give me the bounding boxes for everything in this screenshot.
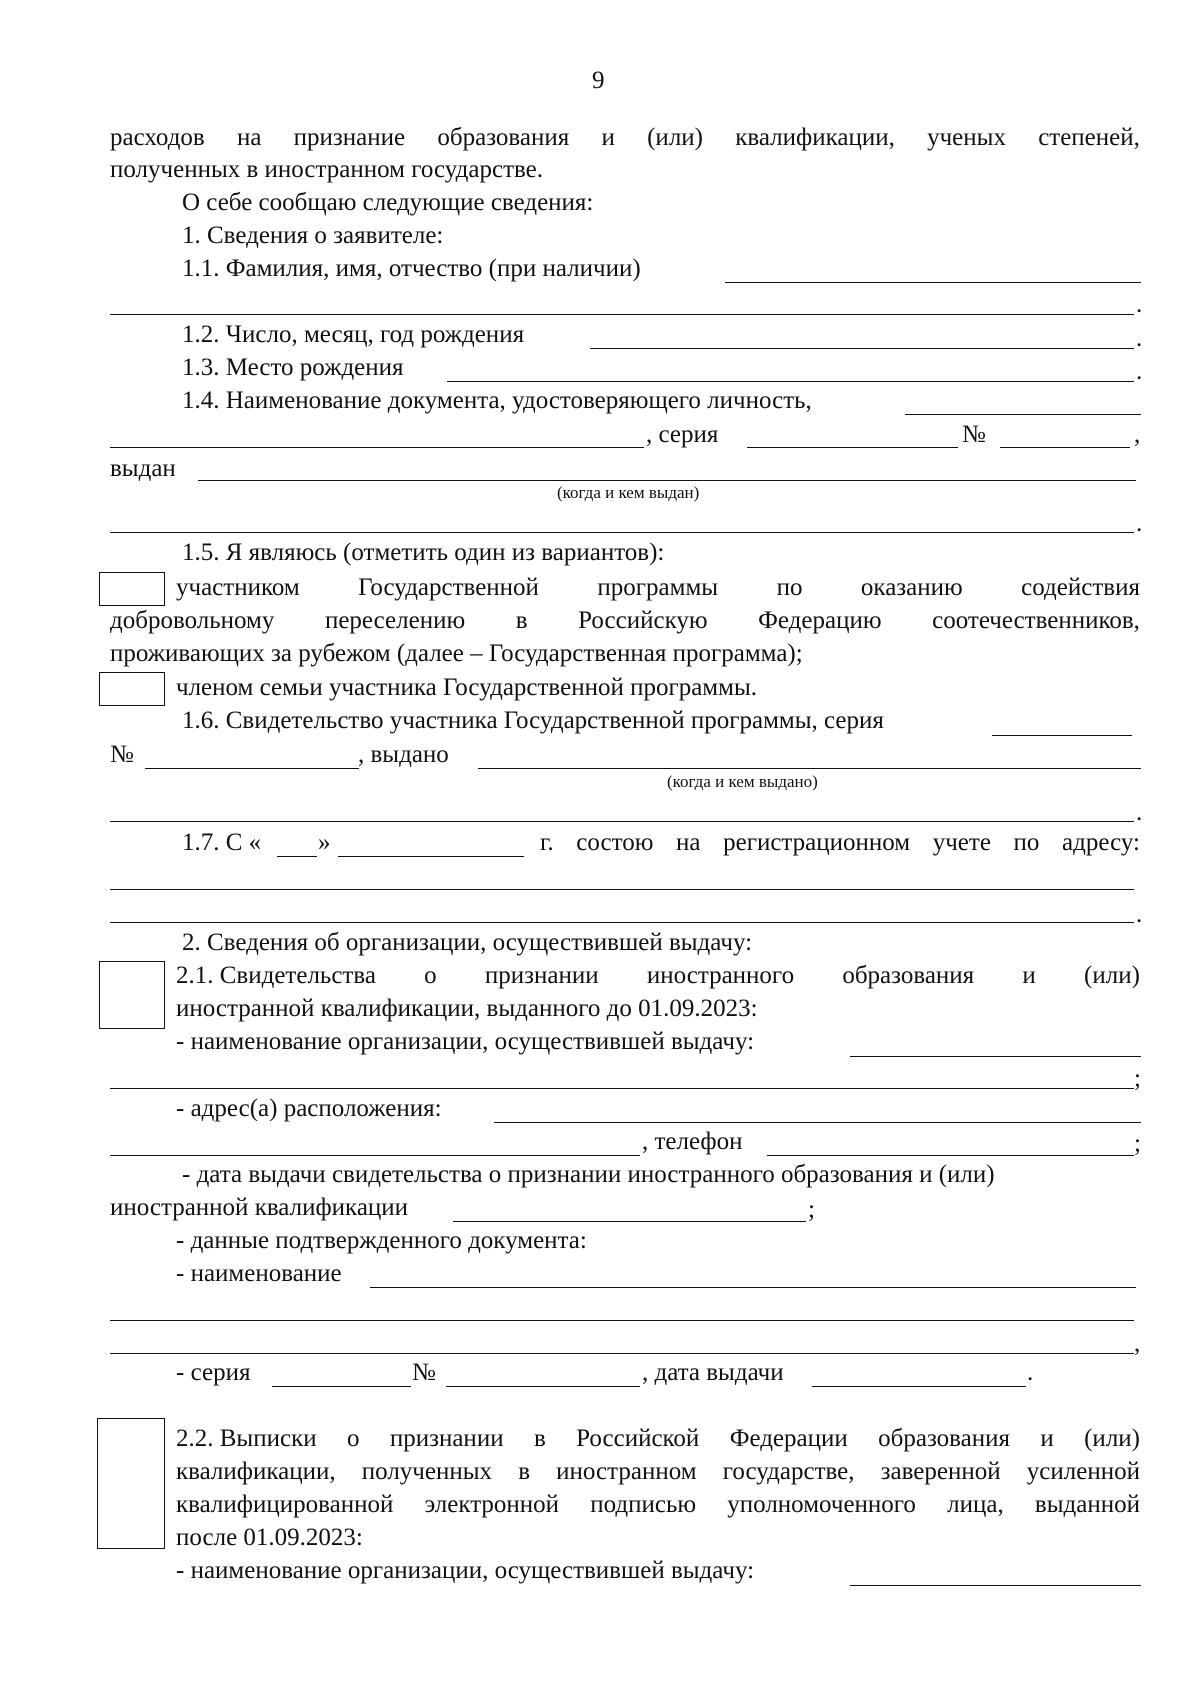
fio-period: . xyxy=(1136,291,1143,318)
doc-number-field[interactable] xyxy=(446,1386,640,1387)
word: в xyxy=(515,607,528,634)
registration-address-field-2[interactable] xyxy=(110,922,1134,923)
word: переселению xyxy=(324,607,466,634)
word: оказанию xyxy=(860,574,963,601)
doc-name-field-1[interactable] xyxy=(370,1287,1136,1288)
issued-field-1[interactable] xyxy=(198,480,1136,481)
word: квалификации, xyxy=(176,1458,336,1485)
org-name-semicolon: ; xyxy=(1134,1065,1141,1092)
doc-issue-date-period: . xyxy=(1027,1359,1034,1386)
extract-option-line-3 xyxy=(176,1490,1140,1520)
address-field-2[interactable] xyxy=(110,1155,640,1156)
word: в xyxy=(518,1458,530,1485)
word: и xyxy=(601,124,615,151)
intro-line-1 xyxy=(110,123,1140,153)
registration-period: . xyxy=(1136,901,1143,928)
word: 2.1. Свидетельства xyxy=(176,962,376,989)
family-member-checkbox[interactable] xyxy=(99,672,165,706)
word: по xyxy=(776,574,803,601)
registration-prefix: 1.7. С « xyxy=(182,829,262,856)
word: состою xyxy=(576,829,654,856)
org-name-field-2[interactable] xyxy=(110,1088,1134,1089)
word: участником xyxy=(176,574,300,601)
certificate-period: . xyxy=(1136,799,1143,826)
address-label: - адрес(а) расположения: xyxy=(176,1095,442,1122)
doc-seria-field[interactable] xyxy=(272,1386,411,1387)
word: (или) xyxy=(1084,962,1140,989)
word: добровольному xyxy=(110,607,275,634)
registration-month-year-field[interactable] xyxy=(338,856,524,857)
word: иностранного xyxy=(646,962,795,989)
doc-name-field-2[interactable] xyxy=(110,1320,1134,1321)
org-name-label: - наименование организации, осуществившей выдачу: xyxy=(176,1028,755,1055)
extract-option-checkbox[interactable] xyxy=(97,1418,165,1549)
word: программы xyxy=(597,574,719,601)
id-doc-label: 1.4. Наименование документа, удостоверяющего личность, xyxy=(182,387,812,414)
word: и xyxy=(1040,1425,1054,1452)
word: регистрационном xyxy=(723,829,911,856)
section-2-title: 2. Сведения об организации, осуществившей выдачу: xyxy=(182,929,753,956)
id-number-field[interactable] xyxy=(1000,447,1130,448)
word: лица, xyxy=(947,1491,1004,1518)
word: заверенной xyxy=(880,1458,1001,1485)
option-family-member: членом семьи участника Государственной программы. xyxy=(176,674,757,701)
option-participant-line-1 xyxy=(176,573,1140,603)
word: содействия xyxy=(1021,574,1140,601)
intro-line-2: полученных в иностранном государстве. xyxy=(110,156,543,183)
word: квалификации, xyxy=(735,124,895,151)
doc-number-sign: № xyxy=(412,1359,436,1386)
doc-issue-date-label: , дата выдачи xyxy=(642,1359,784,1386)
page-number: 9 xyxy=(592,67,605,94)
word: ученых xyxy=(927,124,1006,151)
issue-date-field[interactable] xyxy=(453,1221,806,1222)
word: электронной xyxy=(424,1491,560,1518)
word: государстве, xyxy=(722,1458,855,1485)
word: образования xyxy=(878,1425,1010,1452)
extract-org-name-field[interactable] xyxy=(850,1585,1141,1586)
word: Государственной xyxy=(358,574,539,601)
word: на xyxy=(676,829,701,856)
doc-name-label: - наименование xyxy=(176,1260,342,1287)
doc-issue-date-field[interactable] xyxy=(812,1386,1026,1387)
word: учете xyxy=(932,829,991,856)
word: признании xyxy=(389,1425,504,1452)
word: расходов xyxy=(110,124,205,151)
word: Федерации xyxy=(729,1425,848,1452)
pob-period: . xyxy=(1136,358,1143,385)
org-name-field-1[interactable] xyxy=(850,1056,1141,1057)
certificate-number-field[interactable] xyxy=(145,768,359,769)
issued-field-2[interactable] xyxy=(110,532,1134,533)
certificate-issued-hint: (когда и кем выдано) xyxy=(667,772,818,791)
word: образования xyxy=(437,124,570,151)
word: 2.2. Выписки xyxy=(176,1425,317,1452)
address-field-1[interactable] xyxy=(494,1122,1141,1123)
doc-name-comma: , xyxy=(1134,1330,1141,1357)
issued-hint: (когда и кем выдан) xyxy=(557,483,700,502)
intro-line-3: О себе сообщаю следующие сведения: xyxy=(182,189,594,216)
word: Российской xyxy=(576,1425,700,1452)
fio-field-line-2[interactable] xyxy=(110,314,1134,315)
fio-field-line-1[interactable] xyxy=(725,282,1141,283)
word: и xyxy=(1022,962,1036,989)
word: усиленной xyxy=(1026,1458,1140,1485)
certificate-issued-field-1[interactable] xyxy=(478,768,1141,769)
phone-semicolon: ; xyxy=(1134,1130,1141,1157)
issued-label: выдан xyxy=(110,455,176,482)
doc-name-field-3[interactable] xyxy=(110,1353,1134,1354)
word: выданной xyxy=(1034,1491,1140,1518)
word: Федерацию xyxy=(758,607,882,634)
word: г. xyxy=(540,829,554,856)
word: степеней, xyxy=(1038,124,1140,151)
option-participant-line-3: проживающих за рубежом (далее – Государственная программа); xyxy=(110,640,803,667)
fio-label: 1.1. Фамилия, имя, отчество (при наличии) xyxy=(182,255,641,282)
doc-seria-label: - серия xyxy=(176,1359,251,1386)
registration-address-field-1[interactable] xyxy=(110,889,1134,890)
certificate-issued-field-2[interactable] xyxy=(110,821,1134,822)
extract-org-name-label: - наименование организации, осуществившей выдачу: xyxy=(176,1557,755,1584)
certificate-option-line-2: иностранной квалификации, выданного до 01.09.2023: xyxy=(176,995,758,1022)
pob-field[interactable] xyxy=(447,381,1134,382)
option-participant-line-2 xyxy=(110,606,1140,636)
word: Российскую xyxy=(578,607,708,634)
word: (или) xyxy=(1084,1425,1140,1452)
word: признании xyxy=(484,962,599,989)
registration-day-field[interactable] xyxy=(277,856,317,857)
certificate-seria-field[interactable] xyxy=(992,735,1132,736)
certificate-label: 1.6. Свидетельство участника Государственной программы, серия xyxy=(182,707,884,734)
issue-date-line-1: - дата выдачи свидетельства о признании иностранного образования и (или) xyxy=(182,1161,995,1188)
phone-field[interactable] xyxy=(767,1155,1134,1156)
word: адресу: xyxy=(1062,829,1140,856)
extract-option-line-4: после 01.09.2023: xyxy=(176,1524,363,1551)
extract-option-line-1 xyxy=(176,1424,1140,1454)
word: признание xyxy=(293,124,406,151)
dob-label: 1.2. Число, месяц, год рождения xyxy=(182,321,525,348)
word: полученных xyxy=(361,1458,493,1485)
word: иностранном xyxy=(556,1458,697,1485)
pob-label: 1.3. Место рождения xyxy=(182,354,404,381)
word: (или) xyxy=(647,124,703,151)
certificate-option-line-1 xyxy=(176,961,1140,991)
id-doc-field-1[interactable] xyxy=(905,414,1141,415)
issued-period: . xyxy=(1136,510,1143,537)
word: уполномоченного xyxy=(727,1491,916,1518)
word: по xyxy=(1013,829,1040,856)
id-seria-field[interactable] xyxy=(747,447,958,448)
word: образования xyxy=(842,962,975,989)
word: о xyxy=(346,1425,360,1452)
extract-option-line-2 xyxy=(176,1457,1140,1487)
dob-field[interactable] xyxy=(590,348,1134,349)
word: квалифицированной xyxy=(176,1491,394,1518)
id-seria-label: , серия xyxy=(646,421,719,448)
word: на xyxy=(236,124,262,151)
registration-text xyxy=(540,828,1140,858)
word: о xyxy=(424,962,437,989)
id-number-sign: № xyxy=(962,421,986,448)
section-1-title: 1. Сведения о заявителе: xyxy=(182,222,444,249)
dob-period: . xyxy=(1136,325,1143,352)
id-comma: , xyxy=(1134,421,1141,448)
status-label: 1.5. Я являюсь (отметить один из вариантов): xyxy=(182,539,665,566)
certificate-issued-label: , выдано xyxy=(358,741,449,768)
word: соотечественников, xyxy=(932,607,1140,634)
issue-date-semicolon: ; xyxy=(808,1196,815,1223)
confirmed-doc-label: - данные подтвержденного документа: xyxy=(176,1227,587,1254)
certificate-number-sign: № xyxy=(110,741,134,768)
registration-quote: » xyxy=(318,829,331,856)
participant-checkbox[interactable] xyxy=(99,572,165,606)
id-doc-field-2[interactable] xyxy=(110,447,644,448)
certificate-option-checkbox[interactable] xyxy=(99,961,165,1029)
phone-label: , телефон xyxy=(642,1128,743,1155)
word: подписью xyxy=(590,1491,697,1518)
word: в xyxy=(533,1425,546,1452)
issue-date-line-2: иностранной квалификации xyxy=(110,1194,409,1221)
